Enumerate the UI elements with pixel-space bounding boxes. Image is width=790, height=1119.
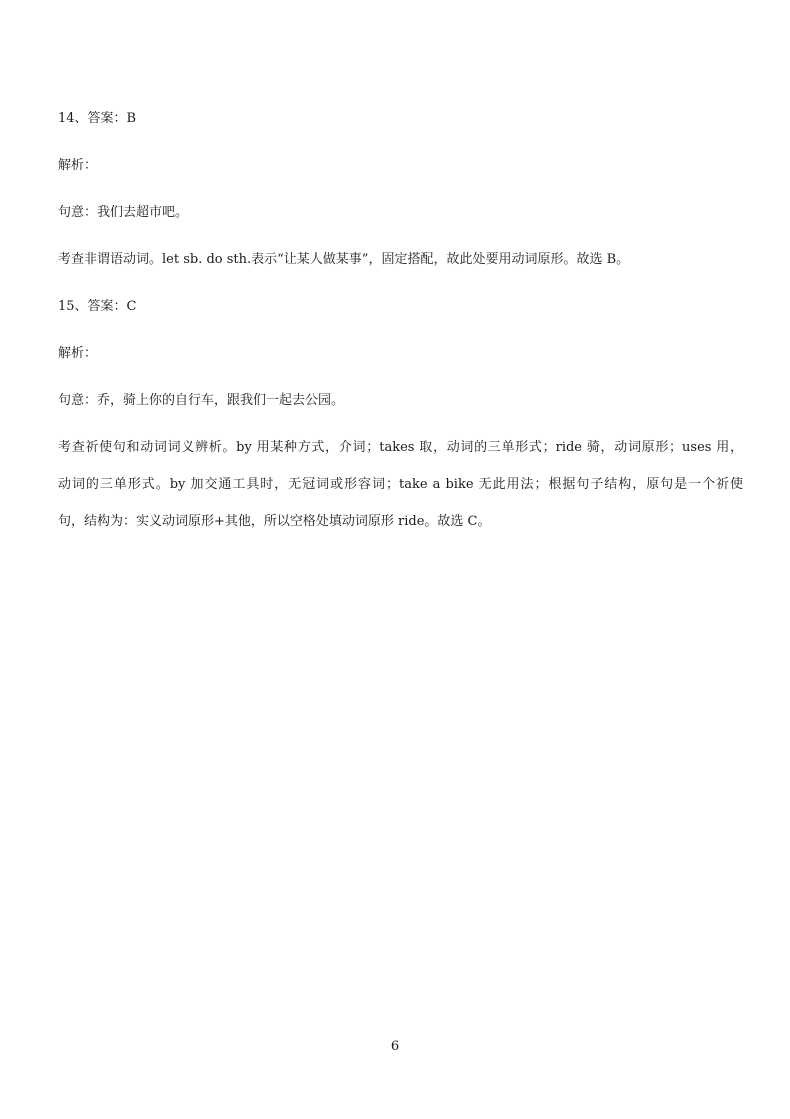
- q15-explanation-line-1: 考查祈使句和动词词义辨析。by 用某种方式，介词；takes 取，动词的三单形式；ride 骑，动词原形；uses 用，: [58, 440, 743, 455]
- q15-answer: 15、答案：C: [58, 299, 137, 314]
- q14-answer: 14、答案：B: [58, 111, 137, 126]
- q15-explanation-line-2: 动词的三单形式。by 加交通工具时，无冠词或形容词；take a bike 无此用法；根据句子结构，原句是一个祈使: [58, 477, 743, 492]
- q14-sentence-meaning: 句意：我们去超市吧。: [58, 205, 189, 220]
- page-number: 6: [390, 1039, 400, 1054]
- q15-sentence-meaning: 句意：乔，骑上你的自行车，跟我们一起去公园。: [58, 393, 345, 408]
- q14-explanation: 考查非谓语动词。let sb. do sth.表示“让某人做某事”，固定搭配，故此处要用动词原形。故选 B。: [58, 252, 630, 267]
- q15-analysis-label: 解析：: [58, 346, 98, 361]
- q15-explanation-line-3: 句，结构为：实义动词原形+其他，所以空格处填动词原形 ride。故选 C。: [58, 514, 491, 529]
- q14-analysis-label: 解析：: [58, 158, 98, 173]
